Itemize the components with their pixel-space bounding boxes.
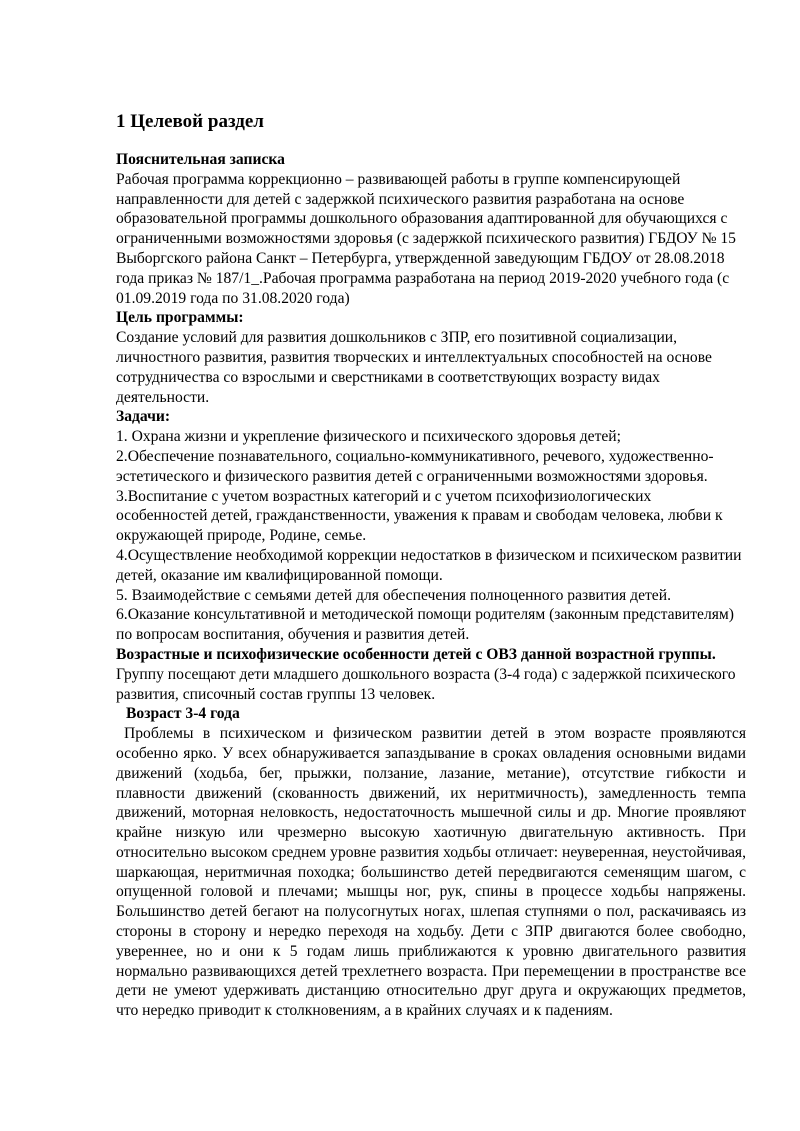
task-item: 2.Обеспечение познавательного, социально-коммуникативного, речевого, художественно-эстетического и физического развития детей с ограниченными возможностями здоровья. [116,447,714,485]
age-features-text: Группу посещают дети младшего дошкольного возраста (3-4 года) с задержкой психического развития, списочный состав группы 13 человек. [116,665,736,703]
age-features-heading: Возрастные и психофизические особенности детей с ОВЗ данной возрастной группы. [116,645,716,663]
task-item: 6.Оказание консультативной и методической помощи родителям (законным представителям) по вопросам воспитания, обучения и развития детей. [116,606,734,644]
task-item: 4.Осуществление необходимой коррекции недостатков в физическом и психическом развитии детей, оказание им квалифицированной помощи. [116,546,742,584]
age-subheading: Возраст 3-4 года [126,705,240,723]
section-title: 1 Целевой раздел [116,111,264,132]
task-item: 5. Взаимодействие с семьями детей для обеспечения полноценного развития детей. [116,586,671,604]
explanatory-note-heading: Пояснительная записка [116,151,285,168]
tasks-heading: Задачи: [116,408,171,426]
task-item: 1. Охрана жизни и укрепление физического и психического здоровья детей; [116,428,621,446]
age-paragraph: Проблемы в психическом и физическом развитии детей в этом возрасте проявляются особенно ярко. У всех обнаруживается запаздывание в сроках овладения основными видами движений (ходьба, бег, прыжки, ползание, лазание, метание), отсутствие гибкости и плавности движений (скованность движений, их неритмичность), замедленность темпа движений, моторная неловкость, недостаточность мышечной силы и др. Многие проявляют крайне низкую или чрезмерно высокую хаотичную двигательную активность. При относительно высоком среднем уровне развития ходьбы отличает: неуверенная, неустойчивая, шаркающая, неритмичная походка; большинство детей передвигаются семенящим шагом, с опущенной головой и плечами; мышцы ног, рук, спины в процессе ходьбы напряжены. Большинство детей бегают на полусогнутых ногах, шлепая ступнями о пол, раскачиваясь из стороны в сторону и нередко переходя на ходьбу. Дети с ЗПР двигаются более свободно, увереннее, но и они к 5 годам лишь приближаются к уровню двигательного развития нормально развивающихся детей трехлетнего возраста. При перемещении в пространстве все дети не умеют удерживать дистанцию относительно друг друга и окружающих предметов, что нередко приводит к столкновениям, а в крайних случаях и к падениям. [116,725,746,1020]
explanatory-note-text: Рабочая программа коррекционно – развивающей работы в группе компенсирующей направленности для детей с задержкой психического развития разработана на основе образовательной программы дошкольного образования адаптированной для обучающихся с ограниченными возможностями здоровья (с задержкой психического развития) ГБДОУ № 15 Выборгского района Санкт – Петербурга, утвержденной заведующим ГБДОУ от 28.08.2018 года приказ № 187/1_.Рабочая программа разработана на период 2019-2020 учебного года (с 01.09.2019 года по 31.08.2020 года) [116,170,736,307]
goal-heading: Цель программы: [116,309,244,327]
goal-text: Создание условий для развития дошкольников с ЗПР, его позитивной социализации, личностного развития, развития творческих и интеллектуальных способностей на основе сотрудничества со взрослыми и сверстниками в соответствующих возрасту видах деятельности. [116,329,712,406]
task-item: 3.Воспитание с учетом возрастных категорий и с учетом психофизиологических особенностей детей, гражданственности, уважения к правам и свободам человека, любви к окружающей природе, Родине, семье. [116,487,723,545]
document-body [116,150,746,1021]
